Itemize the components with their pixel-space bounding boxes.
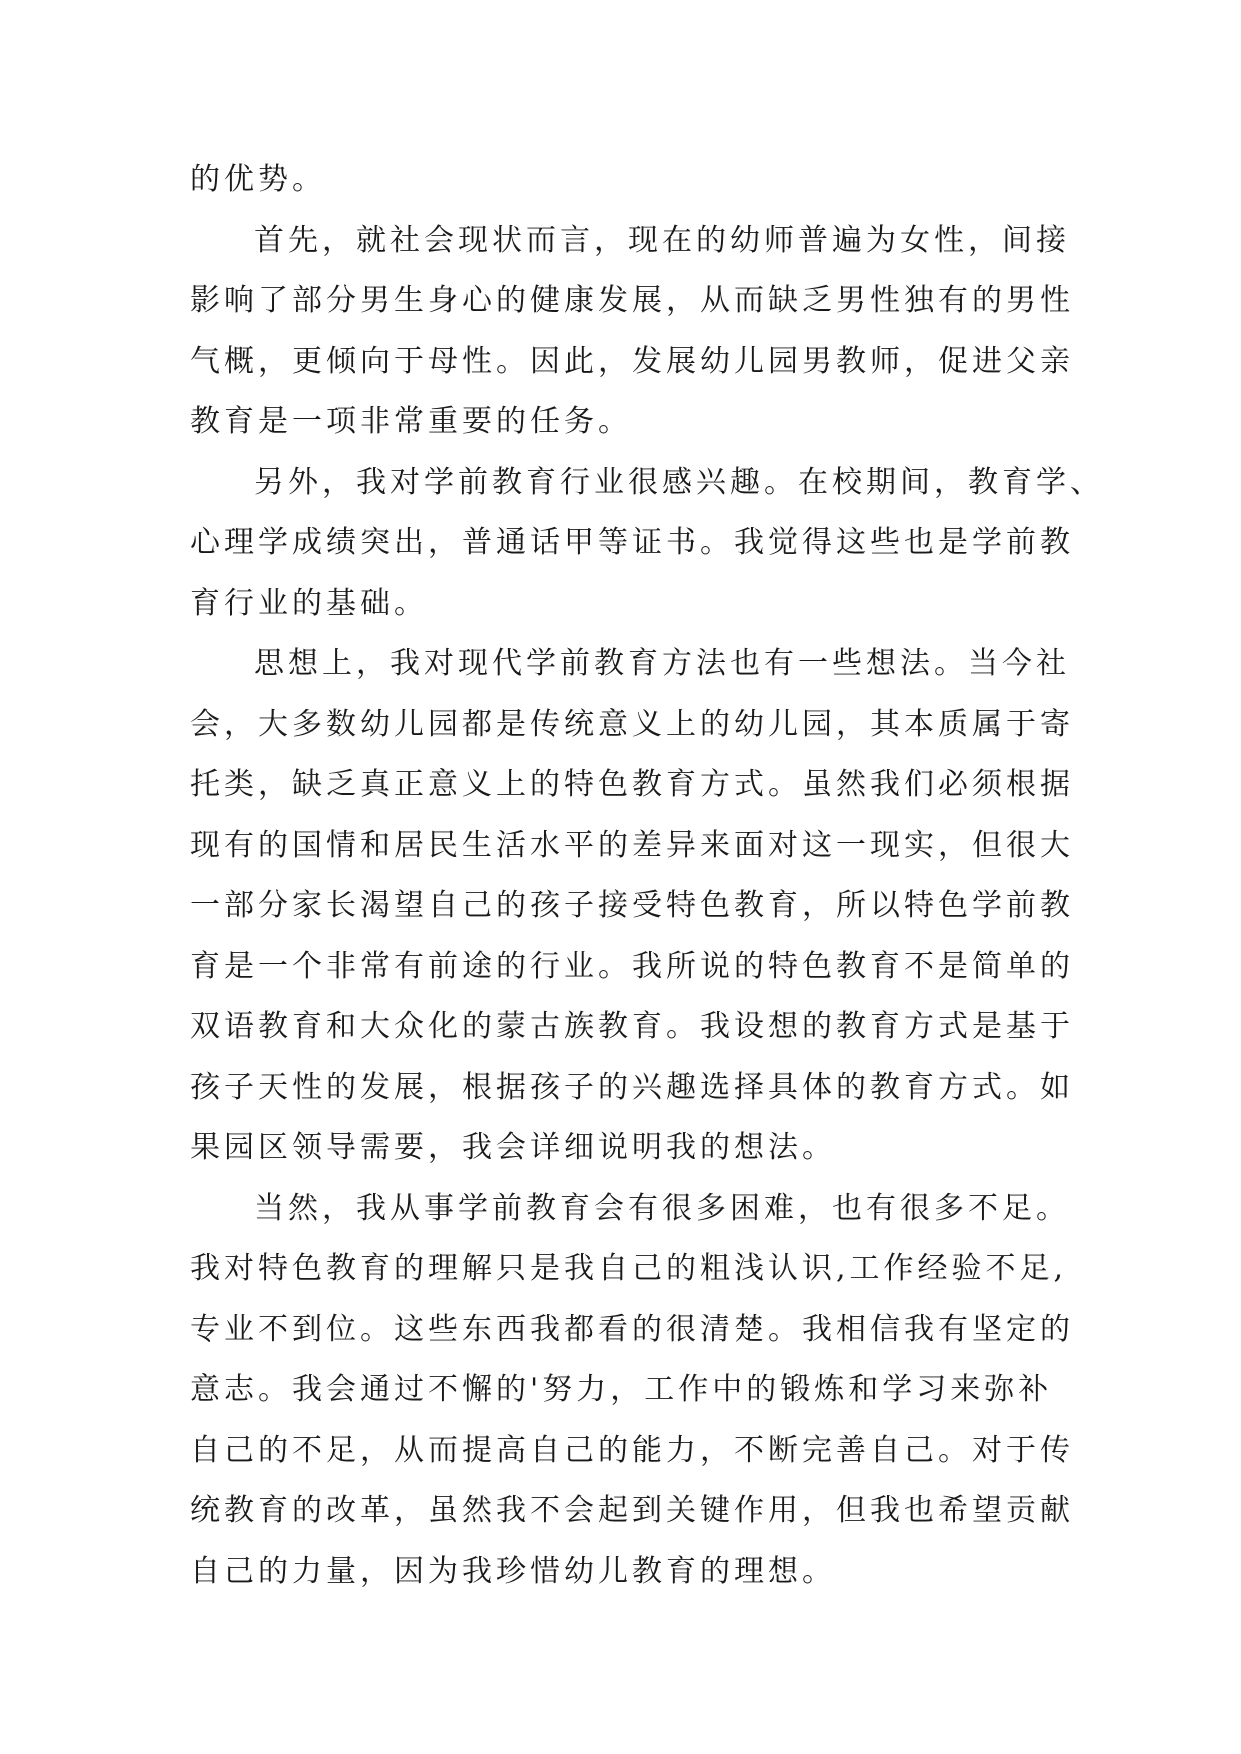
text-line: 现有的国情和居民生活水平的差异来面对这一现实，但很大 xyxy=(190,827,1074,863)
text-line: 影响了部分男生身心的健康发展，从而缺乏男性独有的男性 xyxy=(190,283,1074,318)
text-line: 思想上，我对现代学前教育方法也有一些想法。当今社 xyxy=(254,646,1070,681)
text-line: 托类，缺乏真正意义上的特色教育方式。虽然我们必须根据 xyxy=(190,767,1074,802)
text-line: 专业不到位。这些东西我都看的很清楚。我相信我有坚定的 xyxy=(190,1311,1074,1347)
text-line: 意志。我会通过不懈的'努力，工作中的锻炼和学习来弥补 xyxy=(190,1372,1053,1407)
text-line: 当然，我从事学前教育会有很多困难，也有很多不足。 xyxy=(254,1190,1070,1226)
text-line: 一部分家长渴望自己的孩子接受特色教育，所以特色学前教 xyxy=(190,888,1074,923)
text-line: 孩子天性的发展，根据孩子的兴趣选择具体的教育方式。如 xyxy=(190,1069,1074,1105)
text-line: 气概，更倾向于母性。因此，发展幼儿园男教师，促进父亲 xyxy=(190,343,1074,379)
text-line: 心理学成绩突出，普通话甲等证书。我觉得这些也是学前教 xyxy=(190,525,1074,560)
text-line: 我对特色教育的理解只是我自己的粗浅认识,工作经验不足, xyxy=(190,1251,1068,1286)
text-line: 统教育的改革，虽然我不会起到关键作用，但我也希望贡献 xyxy=(190,1493,1074,1528)
text-line: 自己的不足，从而提高自己的能力，不断完善自己。对于传 xyxy=(190,1432,1074,1468)
text-line: 另外，我对学前教育行业很感兴趣。在校期间，教育学、 xyxy=(254,464,1104,500)
text-line: 育是一个非常有前途的行业。我所说的特色教育不是简单的 xyxy=(190,948,1074,984)
text-line: 教育是一项非常重要的任务。 xyxy=(190,404,632,439)
text-line: 首先，就社会现状而言，现在的幼师普遍为女性，间接 xyxy=(254,222,1070,258)
text-line: 双语教育和大众化的蒙古族教育。我设想的教育方式是基于 xyxy=(190,1009,1074,1044)
text-line: 的优势。 xyxy=(190,162,326,197)
text-line: 育行业的基础。 xyxy=(190,585,428,621)
document-body xyxy=(190,150,1104,1602)
text-line: 会，大多数幼儿园都是传统意义上的幼儿园，其本质属于寄 xyxy=(190,706,1074,742)
text-line: 自己的力量，因为我珍惜幼儿教育的理想。 xyxy=(190,1553,836,1589)
text-line: 果园区领导需要，我会详细说明我的想法。 xyxy=(190,1130,836,1165)
